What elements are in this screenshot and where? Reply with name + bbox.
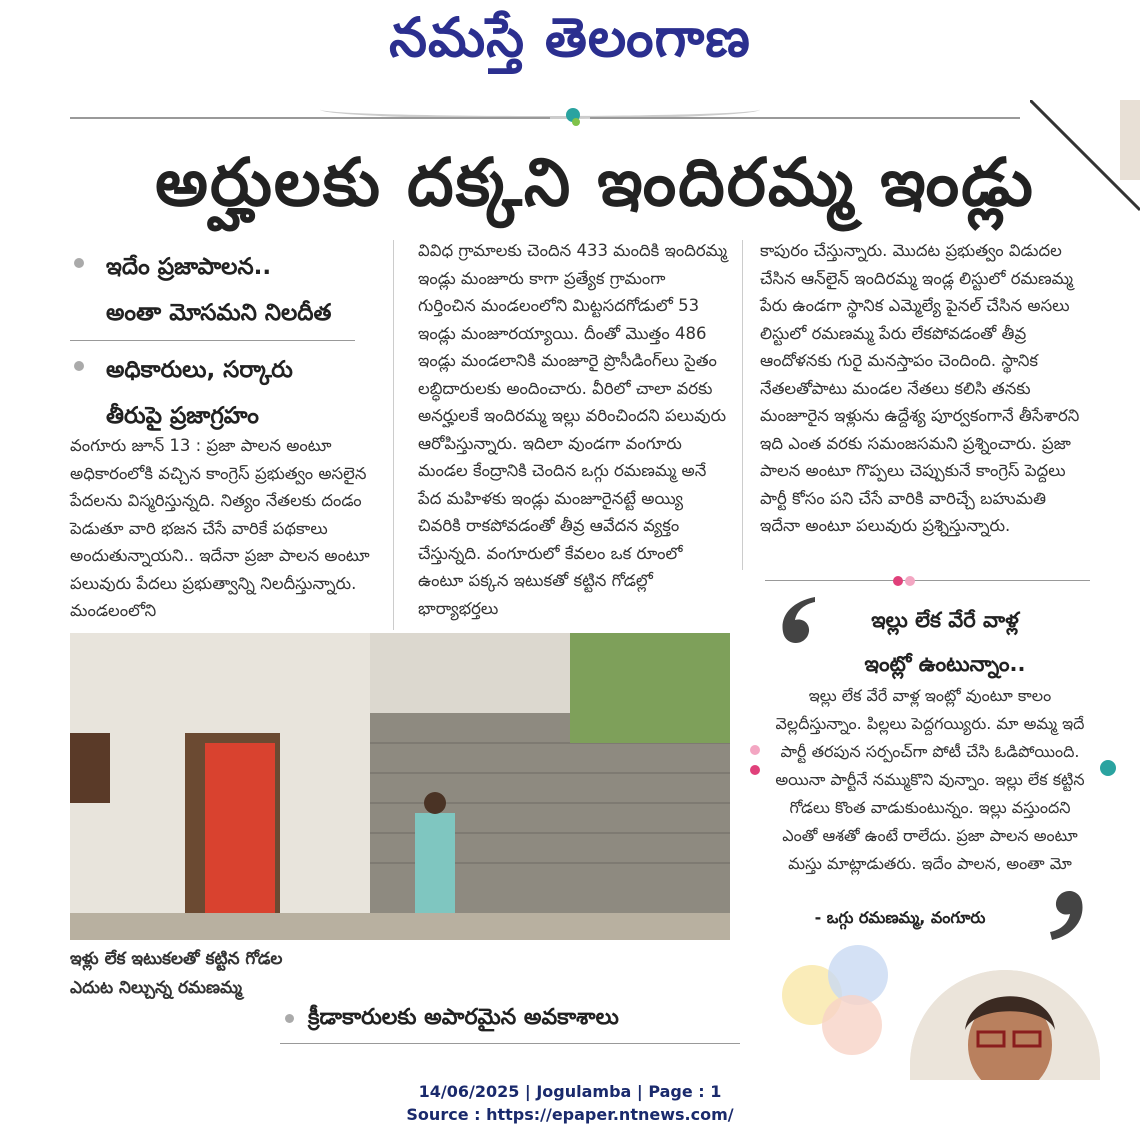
highlight-bullets bbox=[70, 244, 360, 439]
bullet-dot-icon bbox=[285, 1014, 294, 1023]
pink-dot-icon bbox=[750, 745, 760, 755]
close-quote-icon bbox=[1040, 880, 1090, 945]
pink-dot-icon bbox=[750, 765, 760, 775]
footer-date-edition: 14/06/2025 | Jogulamba | Page : 1 bbox=[418, 1082, 722, 1101]
bullet-1 bbox=[70, 244, 360, 336]
masthead bbox=[0, 0, 1140, 80]
article-column-1: వంగూరు జూన్ 13 : ప్రజా పాలన అంటూ అధికారంలోకి వచ్చిన కాంగ్రెస్ ప్రభుత్వం అసలైన పేదలను విస్మరిస్తున్నది. నిత్యం నేతలకు దండం పెడుతూ వారి భజన చేసే వారికే పథకాలు అందుతున్నాయని.. ఇదేనా ప్రజా పాలన అంటూ పలువురు పేదలు ప్రభుత్వాన్ని నిలదీస్తున్నారు. మండలంలోని bbox=[70, 436, 370, 620]
news-photo bbox=[70, 633, 730, 940]
portrait-illustration bbox=[910, 970, 1100, 1080]
green-dot-icon bbox=[572, 118, 580, 126]
bullet-1-line2: అంతా మోసమని నిలదీత bbox=[106, 300, 332, 326]
newspaper-logo: నమస్తే తెలంగాణ bbox=[389, 6, 751, 69]
pink-dot-icon bbox=[893, 576, 903, 586]
quote-title-line1: ఇల్లు లేక వేరే వాళ్ల bbox=[871, 608, 1019, 632]
bottom-rule bbox=[280, 1043, 740, 1044]
bullet-2-line1: అధికారులు, సర్కారు bbox=[106, 357, 293, 383]
pink-dot-icon bbox=[905, 576, 915, 586]
top-rule-right bbox=[590, 117, 1020, 119]
article-column-3: కాపురం చేస్తున్నారు. మొదట ప్రభుత్వం విడుదల చేసిన ఆన్‌లైన్ ఇందిరమ్మ ఇండ్ల లిస్టులో రమణమ్మ పేరు ఉండగా స్థానిక ఎమ్మెల్యే పైనల్ చేసిన అసలు లిస్టులో రమణమ్మ పేరు లేకపోవడంతో తీవ్ర ఆందోళనకు గురై మనస్తాపం చెందింది. స్థానిక నేతలతోపాటు మండల నేతలు కలిసి తనకు మంజూరైన ఇళ్లును ఉద్దేశ్య పూర్వకంగానే తీసేశారని ఇది ఎంత వరకు సమంజసమని ప్రశ్నించారు. ప్రజా పాలన అంటూ గొప్పలు చెప్పుకునే కాంగ్రెస్ పెద్దలు పార్టీ కోసం పని చేసే వారికి వారిచ్చే బహుమతి ఇదేనా అంటూ పలువురు ప్రశ్నిస్తున్నారు. bbox=[760, 241, 1080, 535]
cut-off-line bbox=[285, 1052, 715, 1064]
teal-dot-icon bbox=[1100, 760, 1116, 776]
photo-caption: ఇళ్లు లేక ఇటుకలతో కట్టిన గోడల ఎదుట నిల్చున్న రమణమ్మ bbox=[70, 949, 283, 998]
top-rule-left bbox=[70, 117, 550, 119]
sub-story-bullet bbox=[285, 1005, 735, 1035]
bullet-2-line2: తీరుపై ప్రజాగ్రహం bbox=[106, 403, 259, 429]
column-divider bbox=[393, 240, 394, 630]
bullet-dot-icon bbox=[74, 361, 84, 371]
article-column-2: వివిధ గ్రామాలకు చెందిన 433 మందికి ఇందిరమ్మ ఇండ్లు మంజూరు కాగా ప్రత్యేక గ్రామంగా గుర్తించిన మండలంలోని మిట్టసదగోడులో 53 ఇండ్లు మంజూరయ్యాయి. దీంతో మొత్తం 486 ఇండ్లు మండలానికి మంజూరై ప్రొసీడింగ్‌లు సైతం లబ్ధిదారులకు అందించారు. వీరిలో చాలా వరకు అనర్హులకే ఇందిరమ్మ ఇల్లు వరించిందని పలువురు ఆరోపిస్తున్నారు. ఇదిలా వుండగా వంగూరు మండల కేంద్రానికి చెందిన ఒగ్గు రమణమ్మ అనే పేద మహిళకు ఇండ్లు మంజూరైనట్టే అయ్యి చివరికి రాకపోవడంతో తీవ్ర ఆవేదన వ్యక్తం చేస్తున్నది. వంగూరులో కేవలం ఒక రూంలో ఉంటూ పక్కన ఇటుకతో కట్టిన గోడల్లో భార్యాభర్తలు bbox=[418, 241, 728, 618]
quote-attribution: - ఒగ్గు రమణమ్మ, వంగూరు bbox=[814, 908, 986, 927]
headline: అర్హులకు దక్కని ఇందిరమ్మ ఇండ్లు bbox=[155, 144, 1035, 221]
sub-story-title: క్రీడాకారులకు అపారమైన అవకాశాలు bbox=[308, 1005, 619, 1030]
footer-source: Source : https://epaper.ntnews.com/ bbox=[406, 1105, 734, 1124]
quote-body: ఇల్లు లేక వేరే వాళ్ల ఇంట్లో వుంటూ కాలం వెల్లదీస్తున్నాం. పిల్లలు పెద్దగయ్యిరు. మా అమ్మ ఇదే పార్టీ తరపున సర్పంచ్‌గా పోటీ చేసి ఓడిపోయింది. అయినా పార్టీనే నమ్ముకొని వున్నాం. ఇల్లు లేక కట్టిన గోడలు కొంత వాడుకుంటున్నం. ఇల్లు వస్తుందని ఎంతో ఆశతో ఉంటే రాలేదు. ప్రజా పాలన అంటూ మస్తు మాట్లాడుతరు. ఇదేం పాలన, అంతా మో bbox=[775, 686, 1085, 873]
quote-top-rule bbox=[765, 580, 1090, 581]
quote-title-line2: ఇంట్లో ఉంటున్నాం.. bbox=[864, 652, 1026, 676]
bullet-dot-icon bbox=[74, 258, 84, 268]
person-portrait bbox=[910, 970, 1100, 1080]
bullet-2 bbox=[70, 347, 360, 439]
bullet-1-line1: ఇదేం ప్రజాపాలన.. bbox=[106, 254, 272, 280]
decorative-circle bbox=[822, 995, 882, 1055]
bullet-separator bbox=[70, 340, 355, 341]
photo-illustration bbox=[70, 633, 730, 940]
page-footer bbox=[0, 1080, 1140, 1126]
column-divider bbox=[742, 240, 743, 570]
quote-title bbox=[800, 598, 1090, 686]
